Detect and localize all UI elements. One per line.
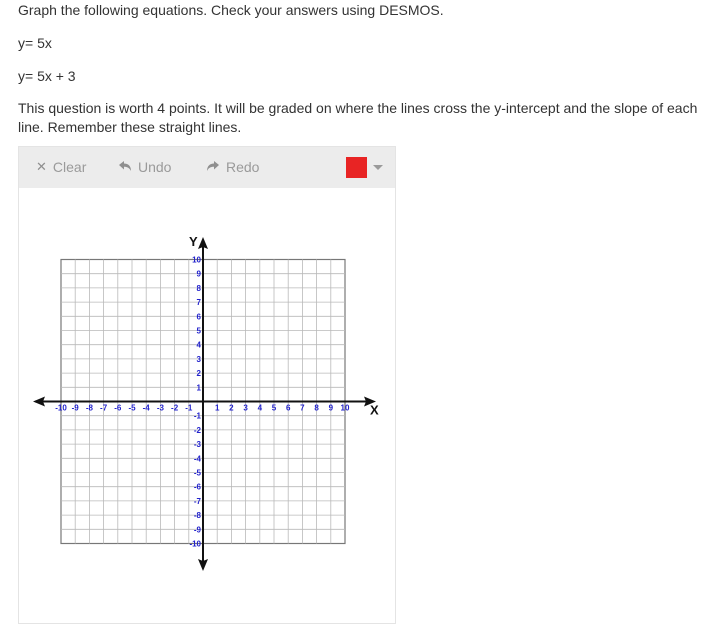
equation-2: y= 5x + 3 — [18, 68, 76, 84]
y-tick-label: 4 — [196, 340, 201, 350]
x-tick-label: -1 — [185, 403, 193, 413]
question-intro: Graph the following equations. Check your answers using DESMOS. — [18, 2, 444, 18]
x-tick-label: 3 — [243, 403, 248, 413]
undo-button[interactable] — [118, 159, 171, 175]
x-tick-label: -7 — [100, 403, 108, 413]
x-tick-label: 10 — [340, 403, 350, 413]
y-tick-label: 8 — [196, 283, 201, 293]
x-tick-label: 1 — [214, 403, 220, 413]
undo-arrow-icon — [118, 160, 132, 175]
x-tick-label: -4 — [142, 403, 150, 413]
x-tick-label: -10 — [55, 403, 67, 413]
x-tick-label: 9 — [328, 403, 334, 413]
equation-1: y= 5x — [18, 35, 52, 51]
y-tick-label: -4 — [193, 454, 201, 464]
chevron-down-icon[interactable] — [373, 165, 383, 170]
y-tick-label: -3 — [193, 440, 201, 450]
coordinate-grid — [19, 188, 395, 623]
x-icon: ✕ — [36, 159, 47, 174]
question-note: This question is worth 4 points. It will be graded on where the lines cross the y-intercept and the slope of each line. Remember these straight lines. — [18, 100, 698, 135]
x-tick-label: -9 — [71, 403, 79, 413]
x-tick-label: 8 — [314, 403, 319, 413]
x-tick-label: -6 — [114, 403, 122, 413]
x-tick-label: -3 — [156, 403, 164, 413]
y-axis-label: Y — [189, 234, 198, 249]
y-tick-label: -5 — [193, 468, 201, 478]
y-tick-label: -7 — [193, 496, 201, 506]
color-picker-swatch[interactable] — [346, 157, 367, 178]
x-tick-label: -2 — [171, 403, 179, 413]
y-tick-label: 5 — [196, 326, 201, 336]
y-tick-label: -10 — [189, 539, 201, 549]
y-tick-label: 7 — [196, 298, 201, 308]
x-tick-label: 7 — [300, 403, 305, 413]
y-tick-label: -9 — [193, 525, 201, 535]
undo-button-label: Undo — [138, 159, 172, 175]
x-tick-label: 4 — [257, 403, 263, 413]
redo-button[interactable] — [206, 159, 259, 175]
y-tick-label: -8 — [193, 511, 201, 521]
x-tick-label: 6 — [285, 403, 291, 413]
x-tick-label: -8 — [85, 403, 93, 413]
y-tick-label: 3 — [196, 354, 201, 364]
drawing-canvas[interactable] — [19, 188, 395, 623]
y-tick-label: 2 — [196, 369, 201, 379]
y-tick-label: -2 — [193, 425, 201, 435]
redo-button-label: Redo — [226, 159, 260, 175]
y-tick-label: 1 — [196, 383, 201, 393]
y-tick-label: 6 — [196, 312, 201, 322]
clear-button[interactable] — [36, 159, 86, 175]
x-tick-label: 5 — [271, 403, 277, 413]
y-tick-label: 10 — [192, 255, 201, 265]
redo-arrow-icon — [206, 160, 220, 175]
drawing-widget — [18, 146, 396, 624]
y-tick-label: 9 — [196, 269, 201, 279]
y-tick-label: -1 — [193, 411, 201, 421]
x-tick-label: -5 — [128, 403, 136, 413]
x-axis-label: X — [370, 402, 379, 418]
y-tick-label: -6 — [193, 482, 201, 492]
x-tick-label: 2 — [229, 403, 234, 413]
drawing-toolbar — [19, 147, 395, 188]
clear-button-label: Clear — [52, 159, 87, 175]
